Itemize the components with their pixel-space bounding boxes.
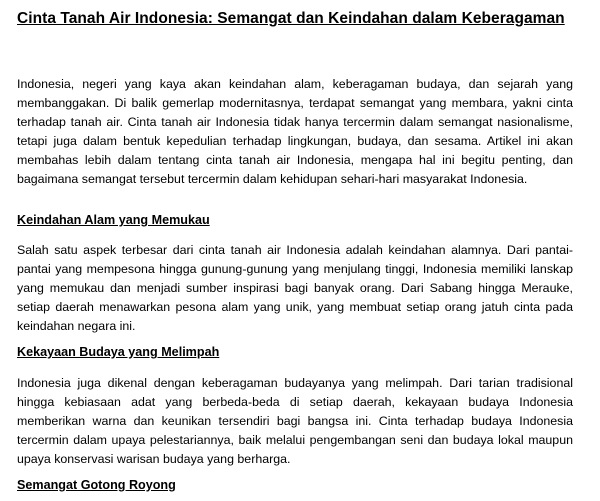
section-body-keindahan-alam: Salah satu aspek terbesar dari cinta tanah air Indonesia adalah keindahan alamnya. Dari pantai-pantai yang mempesona hingga gunung-gunung yang menjulang tinggi, Indonesia memiliki lanskap yang memukau dan menjadi sumber inspirasi bagi banyak orang. Dari Sabang hingga Merauke, setiap daerah menawarkan pesona alam yang unik, yang membuat setiap orang jatuh cinta pada keindahan negara ini. — [17, 243, 573, 333]
section-heading-gotong-royong: Semangat Gotong Royong — [17, 478, 176, 492]
section-body-kekayaan-budaya: Indonesia juga dikenal dengan keberagaman budayanya yang melimpah. Dari tarian tradisional hingga kebiasaan adat yang berbeda-beda di setiap daerah, kekayaan budaya Indonesia memberikan warna dan keunikan tersendiri bagi bangsa ini. Cinta terhadap budaya Indonesia tercermin dalam upaya pelestariannya, baik melalui pengembangan seni dan budaya lokal maupun upaya konservasi warisan budaya yang berharga. — [17, 376, 573, 466]
document-title: Cinta Tanah Air Indonesia: Semangat dan Keindahan dalam Keberagaman — [17, 10, 565, 27]
intro-paragraph: Indonesia, negeri yang kaya akan keindahan alam, keberagaman budaya, dan sejarah yang membanggakan. Di balik gemerlap modernitasnya, terdapat semangat yang membara, yakni cinta terhadap tanah air. Cinta tanah air Indonesia tidak hanya tercermin dalam semangat nasionalisme, tetapi juga dalam bentuk kepedulian terhadap lingkungan, budaya, dan sesama. Artikel ini akan membahas lebih dalam tentang cinta tanah air Indonesia, mengapa hal ini begitu penting, dan bagaimana semangat tersebut tercermin dalam kehidupan sehari-hari masyarakat Indonesia. — [17, 77, 573, 186]
section-heading-keindahan-alam: Keindahan Alam yang Memukau — [17, 213, 210, 227]
section-heading-kekayaan-budaya: Kekayaan Budaya yang Melimpah — [17, 345, 220, 359]
